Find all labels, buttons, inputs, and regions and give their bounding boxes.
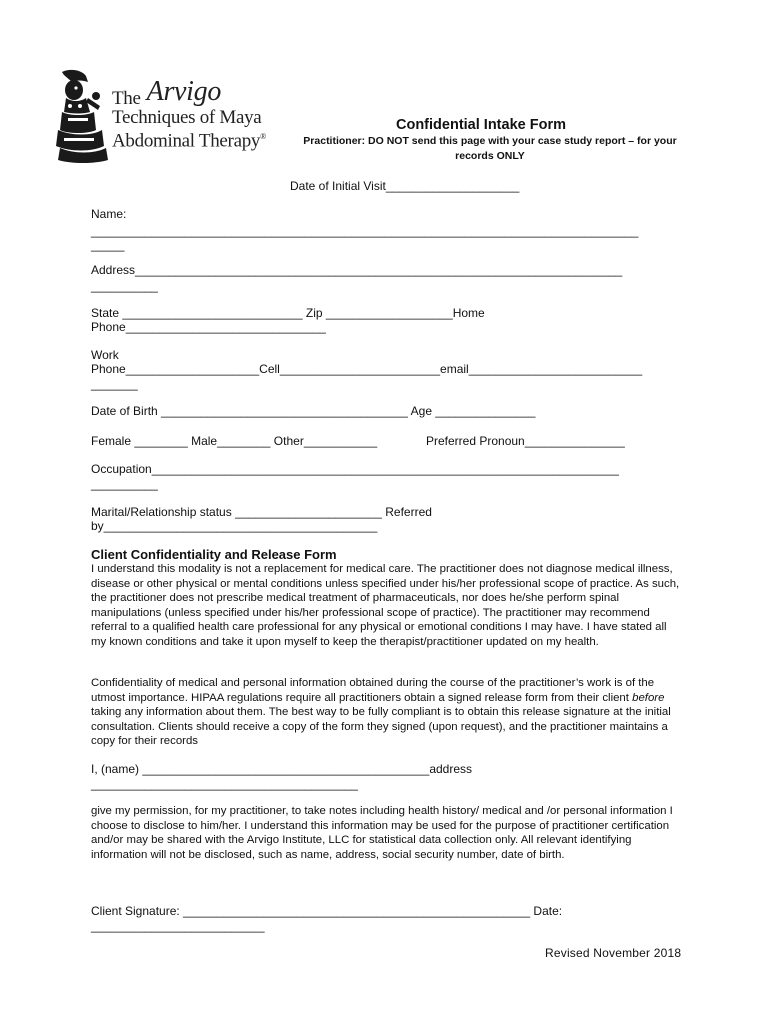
work-label: Work [91,348,119,362]
referred-by-field[interactable]: by_________________________________________ [91,519,378,533]
revised-date: Revised November 2018 [545,946,682,960]
work-cell-email-field[interactable]: Phone____________________Cell________________________email__________________________ [91,362,643,376]
form-title: Confidential Intake Form [396,117,566,133]
gender-field[interactable]: Female ________ Male________ Other___________ [91,434,378,448]
logo-wordmark: The Arvigo Techniques of Maya Abdominal Therapy® [112,76,266,152]
client-name-address-field[interactable]: I, (name) ___________________________________________address [91,762,473,776]
home-phone-field[interactable]: Phone______________________________ [91,320,326,334]
name-field-continued[interactable]: _____ [91,238,125,252]
occupation-field[interactable]: Occupation______________________________________________________________________ [91,462,619,476]
name-field[interactable]: __________________________________________________________________________________ [91,224,639,238]
release-heading: Client Confidentiality and Release Form [91,547,337,562]
state-zip-home-field[interactable]: State ___________________________ Zip ___________________Home [91,306,485,320]
form-subtitle: Practitioner: DO NOT send this page with your case study report – for your records ONLY [303,135,677,162]
client-signature-date-field[interactable]: Client Signature: ____________________________________________________ Date: [91,904,563,918]
occupation-field-continued[interactable]: __________ [91,477,158,491]
client-address-field-continued[interactable]: ________________________________________ [91,777,358,791]
release-paragraph-3: give my permission, for my practitioner, to take notes including health history/ medical and /or personal information I choose to disclose to him/her. I understand this information may be used for the purpose of practitioner certification and/or may be shared with the Arvigo Institute, LLC for statistical data collection only. All relevant identifying information will not be disclosed, such as name, address, social security number, date of birth. [91,805,673,861]
maya-figure-icon [52,68,112,168]
preferred-pronoun-field[interactable]: Preferred Pronoun_______________ [426,434,625,448]
signature-date-field-continued[interactable]: __________________________ [91,919,265,933]
name-label: Name: [91,207,127,221]
date-initial-visit-field[interactable]: Date of Initial Visit____________________ [290,179,520,193]
release-paragraph-1: I understand this modality is not a replacement for medical care. The practitioner does not diagnose medical illness, disease or other physical or mental conditions unless specified under his/her professional scope of practice. As such, the practitioner does not prescribe medical treatment of pharmaceuticals, nor does he/she perform spinal manipulations (unless specified under his/her professional scope of practice). The practitioner may recommend referral to a qualified health care professional for any physical or emotional conditions I may have. I have stated all my known conditions and take it upon myself to keep the therapist/practitioner updated on my health. [91,563,680,648]
marital-status-field[interactable]: Marital/Relationship status ______________________ Referred [91,505,432,519]
release-paragraph-2: Confidentiality of medical and personal information obtained during the course of the practitioner’s work is of the utmost importance. HIPAA regulations require all practitioners obtain a signed release form from their client before taking any information about them. The best way to be fully compliant is to obtain this release signature at the initial consultation. Clients should receive a copy of the form they signed (upon request), and the practitioner maintains a copy for their records [91,677,671,748]
address-field-continued[interactable]: __________ [91,279,158,293]
email-field-continued[interactable]: _______ [91,377,138,391]
address-field[interactable]: Address_________________________________________________________________________ [91,263,623,277]
arvigo-logo [52,68,282,168]
dob-age-field[interactable]: Date of Birth _____________________________________ Age _______________ [91,404,536,418]
